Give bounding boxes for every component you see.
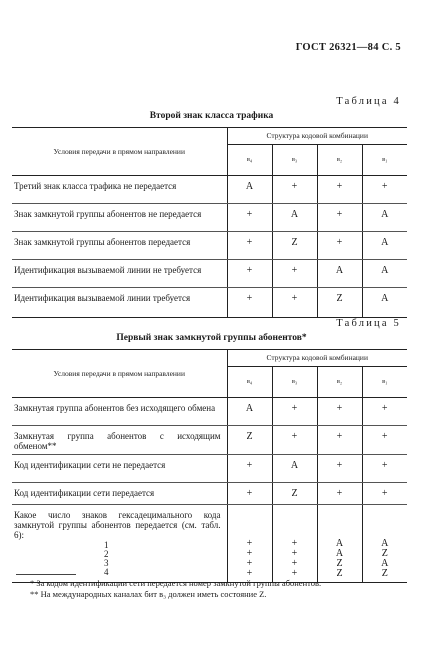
table-row [12,482,407,504]
table5-condition-header: Условия передачи в прямом направлении [12,350,227,398]
table5-hex-condition-text: Какое число знаков гексадецимального кода замкнутой группы абонентов передается (см. табл. 6): [14,509,221,541]
table5-cell: + [317,398,362,426]
table5-hex-col-b1 [362,504,407,582]
table5-cell: + [246,557,253,569]
table5-hex-col-b4 [227,504,272,582]
table4-cell: + [227,260,272,288]
table4-row-condition: Знак замкнутой группы абонентов передается [12,232,227,260]
table4-col-b3: в₃ [272,145,317,176]
table5-cell: Z [381,567,388,579]
table-row [12,260,407,288]
table-row [12,426,407,455]
table4-cell: + [362,176,407,204]
table4-col-b2: в₂ [317,145,362,176]
table5-hex-numbers [14,541,221,577]
table4-cell: Z [317,288,362,318]
table5-cell: + [291,537,298,549]
table4-label: Таблица 4 [336,96,401,107]
table5-col-b4: в₄ [227,367,272,398]
table5-cell: Z [272,482,317,504]
table5-cell: Z [381,547,388,559]
table4-cell: A [362,288,407,318]
table5-cell: + [246,547,253,559]
table5-row-condition: Код идентификации сети не передается [12,454,227,482]
table5-cell: A [335,537,344,549]
table4-cell: + [227,288,272,318]
table5-col-b2: в₂ [317,367,362,398]
table-row [12,232,407,260]
table5-cell: + [246,537,253,549]
table5-row-condition: Код идентификации сети передается [12,482,227,504]
table5-cell: Z [336,557,343,569]
table5-cell: + [291,557,298,569]
table4-cell: + [317,232,362,260]
list-item: 1 [104,539,109,550]
table-row [12,204,407,232]
table4-cell: + [317,176,362,204]
table4-cell: + [227,232,272,260]
table4-cell: + [317,204,362,232]
table4-cell: A [362,232,407,260]
footnotes [16,578,396,601]
table5-cell: A [335,547,344,559]
table5-cell: + [272,426,317,455]
table5-cell: Z [227,426,272,455]
table4-cell: A [362,204,407,232]
table4-cell: + [272,288,317,318]
table4-cell: Z [272,232,317,260]
table5-cell: A [381,537,389,549]
table5-cell: A [272,454,317,482]
table4-structure-header: Структура кодовой комбинации [227,128,407,145]
table5-col-b3: в₃ [272,367,317,398]
footnote-1: * За кодом идентификации сети передается номер замкнутой группы абонентов. [30,578,322,588]
table4-cell: A [317,260,362,288]
table-row [12,504,407,582]
table4-cell: + [227,204,272,232]
table5-cell: + [362,426,407,455]
table5-col-b1: в₁ [362,367,407,398]
footnote-separator [16,574,76,575]
table5-title: Первый знак замкнутой группы абонентов* [116,333,307,343]
table4-col-b1: в₁ [362,145,407,176]
table5-cell: Z [336,567,343,579]
table5-cell: + [317,426,362,455]
table5-cell: + [227,482,272,504]
table4-row-condition: Идентификация вызываемой линии не требуется [12,260,227,288]
table5-cell: + [362,482,407,504]
table5-row-condition: Замкнутая группа абонентов с исходящим обменом** [12,426,227,455]
table4-cell: A [272,204,317,232]
table4-title: Второй знак класса трафика [149,111,274,121]
table4-row-condition: Идентификация вызываемой линии требуется [12,288,227,318]
table5-cell: + [317,482,362,504]
table4-cell: A [362,260,407,288]
table5-hex-col-b2 [317,504,362,582]
table4-cell: + [272,176,317,204]
table5 [12,349,407,583]
table4-col-b4: в₄ [227,145,272,176]
table4-cell: A [227,176,272,204]
table5-cell: + [291,547,298,559]
table5-label: Таблица 5 [336,318,401,329]
footnote-2: ** На международных каналах бит в₃ должен иметь состояние Z. [30,589,267,600]
table5-cell: A [381,557,389,569]
table4-row-condition: Знак замкнутой группы абонентов не передается [12,204,227,232]
table-row [12,176,407,204]
table4 [12,127,407,318]
table5-structure-header: Структура кодовой комбинации [227,350,407,367]
table4-row-condition: Третий знак класса трафика не передается [12,176,227,204]
list-item: 2 [104,548,109,559]
table-row [12,454,407,482]
table5-hex-col-b3 [272,504,317,582]
table5-cell: A [227,398,272,426]
table4-cell: + [272,260,317,288]
page-header: ГОСТ 26321—84 С. 5 [295,42,401,53]
table5-hex-row-condition [12,504,227,582]
table4-condition-header: Условия передачи в прямом направлении [12,128,227,176]
list-item: 4 [104,566,109,577]
table-row [12,288,407,318]
table-row [12,398,407,426]
table5-cell: + [246,567,253,579]
table5-cell: + [291,567,298,579]
table5-cell: + [227,454,272,482]
table5-row-condition: Замкнутая группа абонентов без исходящего обмена [12,398,227,426]
table5-cell: + [362,454,407,482]
table5-cell: + [317,454,362,482]
table5-cell: + [362,398,407,426]
table5-cell: + [272,398,317,426]
list-item: 3 [104,557,109,568]
